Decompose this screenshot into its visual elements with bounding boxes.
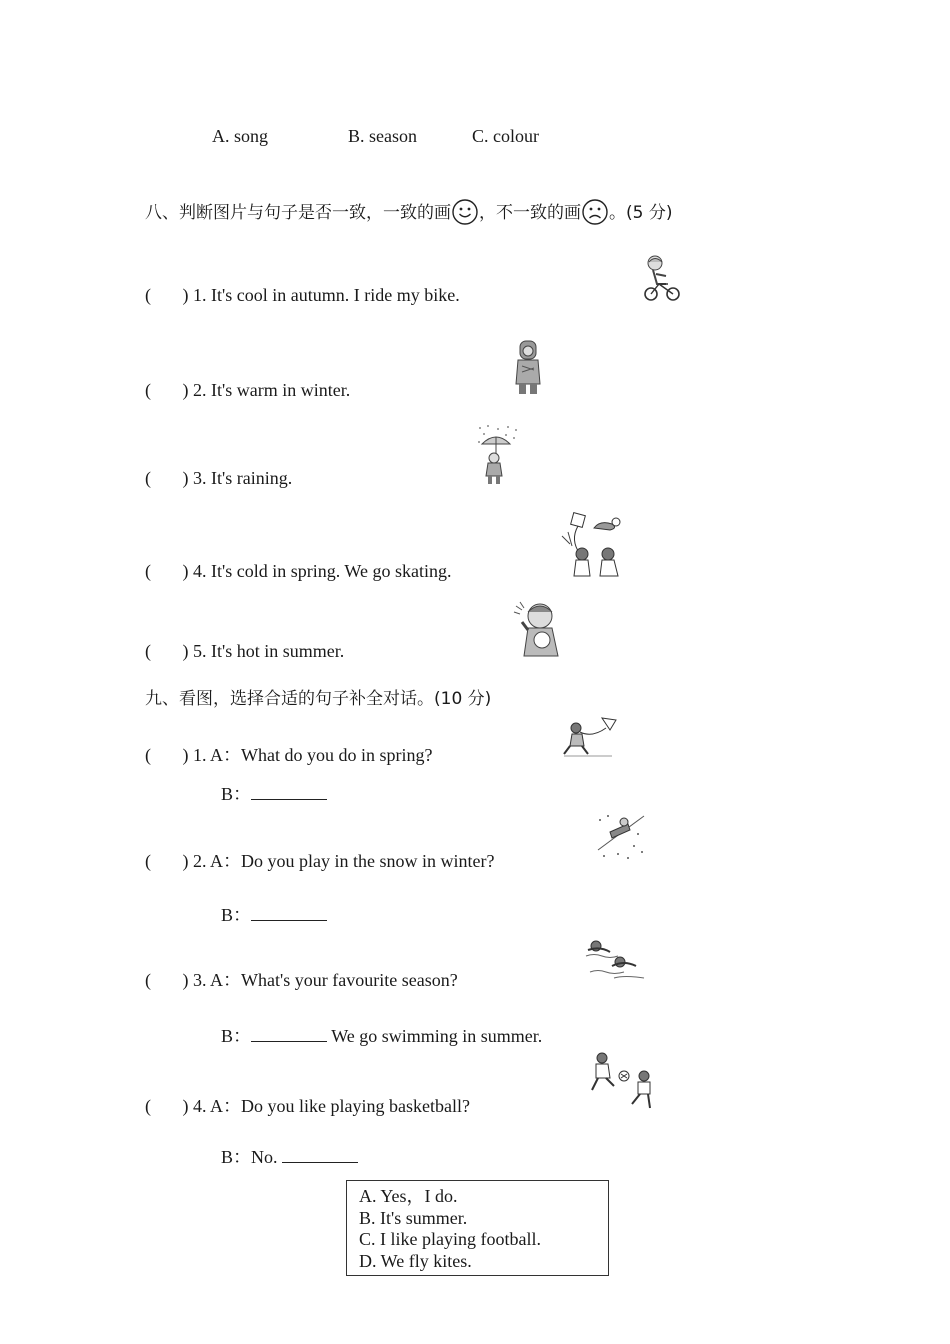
speaker-a-label: A：	[210, 1096, 242, 1116]
question-text: What's your favourite season?	[241, 970, 458, 990]
section8-title-part2: ，不一致的画	[479, 203, 581, 223]
option-a: A. song	[212, 126, 269, 146]
snow-sledding-picture	[594, 810, 648, 864]
speaker-b-label: B：	[221, 1026, 252, 1046]
s9-item-1-question	[145, 741, 433, 767]
speaker-b-label: B：	[221, 905, 252, 925]
item-number: ) 1.	[182, 745, 207, 765]
section9-title: 九、看图，选择合适的句子补全对话。(10 分)	[145, 689, 492, 709]
item-number: ) 4.	[182, 1096, 207, 1116]
item-number: ) 4.	[182, 561, 207, 581]
section8-title-part1: 八、判断图片与句子是否一致，一致的画	[145, 203, 451, 223]
answer-tail-text: We go swimming in summer.	[331, 1026, 543, 1046]
answer-paren[interactable]: (	[145, 1096, 183, 1116]
kite-flying-picture	[562, 716, 618, 760]
answer-blank[interactable]	[251, 904, 327, 921]
s8-item-5	[145, 641, 344, 662]
item-number: ) 5.	[182, 641, 207, 661]
rain-umbrella-picture	[476, 424, 520, 486]
swimming-picture	[584, 936, 646, 980]
option-c: C. colour	[472, 126, 539, 146]
answer-blank[interactable]	[251, 783, 327, 800]
speaker-a-label: A：	[210, 851, 242, 871]
speaker-b-label: B：	[221, 784, 252, 804]
item-text: It's cool in autumn. I ride my bike.	[211, 285, 460, 305]
choice-c: C. I like playing football.	[359, 1229, 541, 1249]
s9-item-4-answer	[221, 1143, 358, 1169]
s8-item-3	[145, 468, 292, 489]
question-text: What do you do in spring?	[241, 745, 433, 765]
answer-paren[interactable]: (	[145, 851, 183, 871]
choice-a: A. Yes，I do.	[359, 1186, 458, 1206]
s9-item-2-answer	[221, 901, 327, 927]
choices-box	[346, 1180, 609, 1276]
choice-d: D. We fly kites.	[359, 1250, 472, 1271]
s9-item-1-answer	[221, 780, 327, 806]
answer-blank[interactable]	[282, 1146, 358, 1163]
s8-item-2	[145, 380, 350, 401]
answer-paren[interactable]: (	[145, 468, 183, 488]
answer-paren[interactable]: (	[145, 970, 183, 990]
sad-face-icon	[581, 198, 609, 231]
s9-item-2-question	[145, 847, 494, 873]
s9-item-3-answer	[221, 1022, 542, 1048]
answer-paren[interactable]: (	[145, 380, 183, 400]
hot-child-picture	[510, 598, 572, 658]
answer-paren[interactable]: (	[145, 641, 183, 661]
item-number: ) 3.	[182, 468, 207, 488]
choice-b: B. It's summer.	[359, 1207, 468, 1228]
answer-blank[interactable]	[251, 1025, 327, 1042]
item-number: ) 3.	[182, 970, 207, 990]
question-text: Do you like playing basketball?	[241, 1096, 470, 1116]
football-players-picture	[588, 1052, 654, 1110]
section8-title	[145, 198, 672, 231]
speaker-a-label: A：	[210, 970, 242, 990]
item-text: It's cold in spring. We go skating.	[211, 561, 452, 581]
s9-item-4-question	[145, 1092, 470, 1118]
item-text: It's warm in winter.	[211, 380, 351, 400]
speaker-a-label: A：	[210, 745, 242, 765]
kite-children-picture	[560, 510, 626, 580]
option-b: B. season	[348, 126, 417, 146]
s8-item-4	[145, 561, 451, 582]
item-number: ) 1.	[182, 285, 207, 305]
question-text: Do you play in the snow in winter?	[241, 851, 495, 871]
bike-rider-picture	[642, 254, 684, 302]
smiley-face-icon	[451, 198, 479, 231]
item-text: It's raining.	[211, 468, 293, 488]
item-number: ) 2.	[182, 851, 207, 871]
speaker-b-label: B：No.	[221, 1147, 278, 1167]
s9-item-3-question	[145, 966, 458, 992]
item-number: ) 2.	[182, 380, 207, 400]
section8-title-part3: 。(5 分)	[609, 203, 673, 223]
answer-paren[interactable]: (	[145, 285, 183, 305]
cold-child-picture	[510, 338, 546, 398]
answer-paren[interactable]: (	[145, 561, 183, 581]
item-text: It's hot in summer.	[211, 641, 345, 661]
answer-paren[interactable]: (	[145, 745, 183, 765]
s8-item-1	[145, 285, 460, 306]
